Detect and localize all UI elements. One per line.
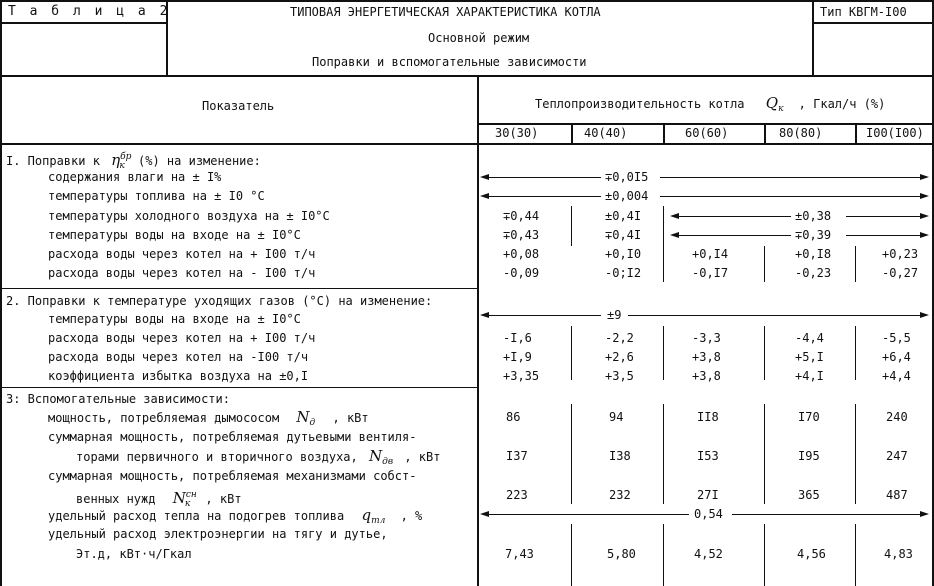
fuel-heat-symbol: q: [361, 506, 372, 524]
capacity-header: [535, 96, 885, 116]
load-col-divider-4: [855, 123, 857, 143]
s1-row5-v5: +0,23: [882, 247, 919, 261]
s1-sep-3: [663, 246, 664, 282]
efficiency-sup: бр: [120, 152, 132, 162]
s2-row3-v2: +2,6: [605, 350, 634, 364]
s3-r2-line2-b: , кВт: [404, 450, 441, 464]
s1-sep-1: [571, 206, 572, 246]
s3-sep-2a: [663, 404, 664, 504]
s3-sep-4a: [855, 404, 856, 504]
s3-sep-1a: [571, 404, 572, 504]
s3-r5-v1: 7,43: [505, 547, 534, 561]
s3-r1-v3: II8: [697, 410, 719, 424]
s1-row4-label: температуры воды на входе на ± I0°C: [48, 228, 301, 242]
s1-row6-v2: -0;I2: [605, 266, 642, 280]
s2-row1-arrow-right: [920, 312, 929, 318]
s3-r1-label: [48, 410, 369, 430]
s2-row3-v4: +5,I: [795, 350, 824, 364]
s3-r1-label-a: мощность, потребляемая дымососом: [48, 411, 280, 425]
s3-r3-line2-b: , кВт: [205, 492, 242, 506]
s2-sep-4: [855, 326, 856, 380]
s3-r4-arrow-line-l: [489, 514, 689, 515]
header-bottom-border: [0, 75, 934, 77]
s1-row3-span-value: ±0,38: [795, 209, 832, 223]
s1-row5-v3: +0,I4: [692, 247, 729, 261]
aux-power-sup: сн: [185, 490, 197, 500]
s2-row3-v1: +I,9: [503, 350, 532, 364]
s1-row4-arrow-left: [670, 232, 679, 238]
load-col-divider-2: [663, 123, 665, 143]
blower-power-symbol: N: [369, 447, 383, 465]
s3-r1-v2: 94: [609, 410, 624, 424]
efficiency-symbol: η: [111, 151, 121, 169]
s3-sep-3a: [764, 404, 765, 504]
s2-row1-arrow-line-r: [628, 315, 920, 316]
s3-r3-v4: 365: [798, 488, 820, 502]
s1-row2-arrow-line-r: [660, 196, 920, 197]
s3-r1-v5: 240: [886, 410, 908, 424]
s1-row6-v4: -0,23: [795, 266, 832, 280]
s1-row6-v5: -0,27: [882, 266, 919, 280]
s1-row1-arrow-left: [480, 174, 489, 180]
s2-row2-v3: -3,3: [692, 331, 721, 345]
s2-row3-v5: +6,4: [882, 350, 911, 364]
s3-r4-label-a: удельный расход тепла на подогрев топлива: [48, 509, 345, 523]
right-border: [932, 0, 934, 586]
s3-r4-label: [48, 508, 422, 528]
mode-label: Основной режим: [428, 31, 530, 45]
s1-row1-label: содержания влаги на ± I%: [48, 170, 222, 184]
aux-power-sub: к: [184, 499, 191, 509]
s1-row2-arrow-line-l: [489, 196, 601, 197]
fan-power-sub: д: [309, 418, 316, 428]
load-header-100: I00(I00): [866, 126, 924, 140]
s1-row3-label: температуры холодного воздуха на ± I0°C: [48, 209, 330, 223]
s3-r2-v4: I95: [798, 449, 820, 463]
s1-row1-arrow-right: [920, 174, 929, 180]
s3-r3-v3: 27I: [697, 488, 719, 502]
s2-row4-v1: +3,35: [503, 369, 540, 383]
blower-power-sub: дв: [382, 457, 394, 467]
aux-power-symbol: N: [172, 489, 186, 507]
s3-r5-v4: 4,56: [797, 547, 826, 561]
s1-row1-arrow-line-l: [489, 177, 601, 178]
section3-title: 3: Вспомогательные зависимости:: [6, 392, 230, 406]
s1-row4-arrow-right: [920, 232, 929, 238]
s3-r3-line1: суммарная мощность, потребляемая механизмами собст-: [48, 469, 417, 483]
s1-row2-value: ±0,004: [605, 189, 649, 203]
s2-row1-label: температуры воды на входе на ± I0°C: [48, 312, 301, 326]
s1-row4-arrow-line-r: [846, 235, 920, 236]
s2-row2-v5: -5,5: [882, 331, 911, 345]
s1-row2-label: температуры топлива на ± I0 °C: [48, 189, 265, 203]
s1-row4-v2: ∓0,4I: [605, 228, 642, 242]
load-header-80: 80(80): [779, 126, 823, 140]
s3-r2-v1: I37: [506, 449, 528, 463]
s1-row3-arrow-line-l: [679, 216, 791, 217]
s3-r4-arrow-line-r: [732, 514, 920, 515]
top-border: [0, 0, 934, 2]
boiler-type: Тип КВГМ-I00: [820, 5, 907, 19]
load-col-divider-1: [571, 123, 573, 143]
s1-row3-v2: ±0,4I: [605, 209, 642, 223]
indicator-header: Показатель: [202, 99, 275, 113]
fuel-heat-sub: тл: [371, 516, 386, 526]
s3-r2-line2-a: торами первичного и вторичного воздуха,: [76, 450, 358, 464]
s3-r3-v2: 232: [609, 488, 631, 502]
s3-r3-line2-a: венных нужд: [76, 492, 156, 506]
load-header-60: 60(60): [685, 126, 729, 140]
s1-row5-v4: +0,I8: [795, 247, 832, 261]
section2-title: 2. Поправки к температуре уходящих газов (°C) на изменение:: [6, 294, 433, 308]
subtitle: Поправки и вспомогательные зависимости: [312, 55, 587, 69]
s3-r4-label-b: , %: [400, 509, 423, 523]
section3-divider: [0, 387, 478, 388]
table-label: Т а б л и ц а 2: [8, 4, 171, 19]
s1-sep-4: [764, 246, 765, 282]
s3-r2-v2: I38: [609, 449, 631, 463]
s3-r3-v1: 223: [506, 488, 528, 502]
s3-r5-v2: 5,80: [607, 547, 636, 561]
s3-r2-line2: [76, 449, 440, 469]
s1-row4-arrow-line-l: [679, 235, 791, 236]
s2-row4-label: коэффициента избытка воздуха на ±0,I: [48, 369, 309, 383]
s3-r1-v1: 86: [506, 410, 521, 424]
section2-divider: [0, 288, 478, 289]
s1-row6-label: расхода воды через котел на - I00 т/ч: [48, 266, 316, 280]
efficiency-sub: к: [119, 161, 125, 171]
s3-r2-v3: I53: [697, 449, 719, 463]
capacity-symbol-sub: к: [778, 104, 784, 114]
header-line-1: [0, 22, 166, 24]
s1-row5-v1: +0,08: [503, 247, 540, 261]
s1-row5-label: расхода воды через котел на + I00 т/ч: [48, 247, 316, 261]
s1-row1-value: ∓0,0I5: [605, 170, 649, 184]
s3-r4-arrow-left: [480, 511, 489, 517]
colhead-bottom-border: [0, 143, 934, 145]
indicator-column-divider: [477, 75, 479, 586]
s2-sep-2: [663, 326, 664, 380]
s1-row3-arrow-line-r: [846, 216, 920, 217]
s3-r2-line1: суммарная мощность, потребляемая дутьевыми вентиля-: [48, 430, 417, 444]
s1-row4-span-value: ∓0,39: [795, 228, 832, 242]
s1-row2-arrow-right: [920, 193, 929, 199]
load-col-divider-3: [764, 123, 766, 143]
s2-row3-label: расхода воды через котел на -I00 т/ч: [48, 350, 309, 364]
header-divider-2: [812, 0, 814, 75]
s2-row2-v2: -2,2: [605, 331, 634, 345]
s3-r5-v3: 4,52: [694, 547, 723, 561]
s3-sep-4b: [855, 524, 856, 586]
capacity-subheader-line: [477, 123, 934, 125]
s3-r2-v5: 247: [886, 449, 908, 463]
s2-row4-v5: +4,4: [882, 369, 911, 383]
s3-r4-value: 0,54: [694, 507, 723, 521]
s1-row1-arrow-line-r: [660, 177, 920, 178]
table-title: ТИПОВАЯ ЭНЕРГЕТИЧЕСКАЯ ХАРАКТЕРИСТИКА КОТЛА: [290, 5, 601, 19]
s1-row2-arrow-left: [480, 193, 489, 199]
s3-sep-1b: [571, 524, 572, 586]
load-header-40: 40(40): [584, 126, 628, 140]
s2-row1-arrow-left: [480, 312, 489, 318]
s3-sep-2b: [663, 524, 664, 586]
s2-row4-v4: +4,I: [795, 369, 824, 383]
header-line-2: [812, 22, 934, 24]
load-header-30: 30(30): [495, 126, 539, 140]
s2-row2-v1: -I,6: [503, 331, 532, 345]
s1-sep-5: [855, 246, 856, 282]
s1-sep-2: [663, 206, 664, 246]
s1-row3-arrow-right: [920, 213, 929, 219]
s2-row2-v4: -4,4: [795, 331, 824, 345]
s3-r5-v5: 4,83: [884, 547, 913, 561]
section1-title-b: (%) на изменение:: [138, 154, 261, 168]
s1-row5-v2: +0,I0: [605, 247, 642, 261]
s1-row3-v1: ∓0,44: [503, 209, 540, 223]
s2-row4-v3: +3,8: [692, 369, 721, 383]
s2-row1-value: ±9: [607, 308, 622, 322]
s3-r4-arrow-right: [920, 511, 929, 517]
s3-r3-v5: 487: [886, 488, 908, 502]
s2-row4-v2: +3,5: [605, 369, 634, 383]
s2-row2-label: расхода воды через котел на + I00 т/ч: [48, 331, 316, 345]
s1-row6-v3: -0,I7: [692, 266, 729, 280]
capacity-header-text: Теплопроизводительность котла: [535, 97, 745, 111]
s1-row4-v1: ∓0,43: [503, 228, 540, 242]
s2-sep-1: [571, 326, 572, 380]
fan-power-symbol: N: [296, 408, 310, 426]
s2-row1-arrow-line-l: [489, 315, 601, 316]
section1-title-a: I. Поправки к: [6, 154, 100, 168]
s2-sep-3: [764, 326, 765, 380]
s3-r5-line1: удельный расход электроэнергии на тягу и дутье,: [48, 527, 388, 541]
capacity-symbol: Q: [765, 94, 779, 112]
s3-sep-3b: [764, 524, 765, 586]
s3-r5-line2: Эт.д, кВт·ч/Гкал: [76, 547, 192, 561]
s2-row3-v3: +3,8: [692, 350, 721, 364]
capacity-unit: , Гкал/ч (%): [798, 97, 886, 111]
s3-r1-label-b: , кВт: [332, 411, 369, 425]
s1-row3-arrow-left: [670, 213, 679, 219]
left-border: [0, 0, 2, 586]
s3-r1-v4: I70: [798, 410, 820, 424]
s1-row6-v1: -0,09: [503, 266, 540, 280]
